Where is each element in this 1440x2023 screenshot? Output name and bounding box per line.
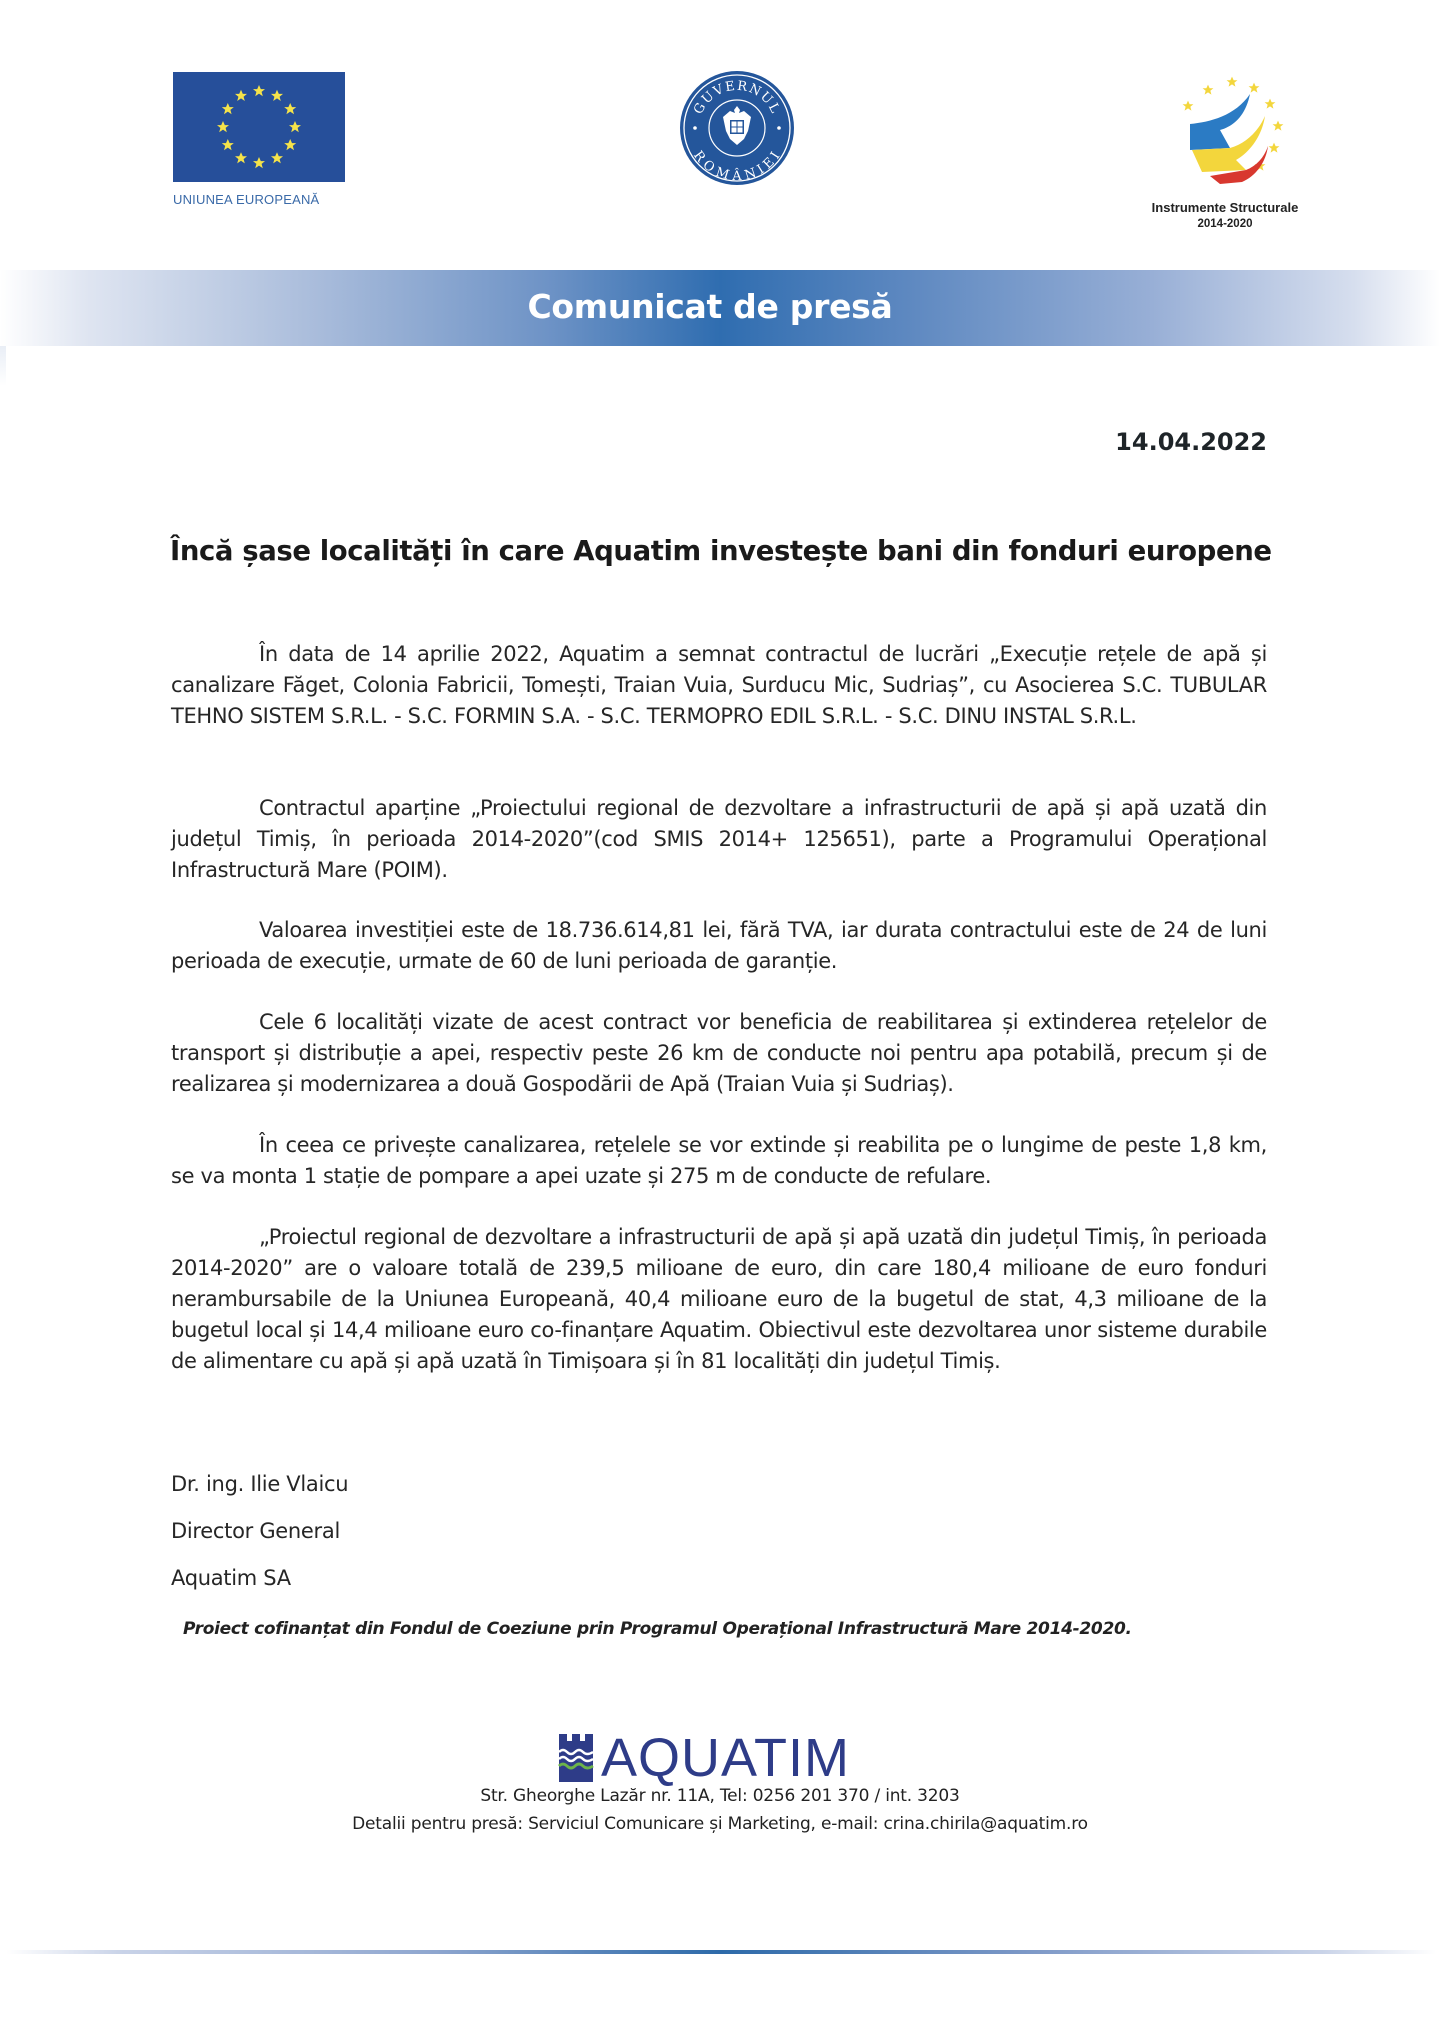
aquatim-wordmark: AQUATIM (601, 1728, 850, 1788)
page-title: Încă șase localități în care Aquatim investește bani din fonduri europene (170, 535, 1272, 567)
aquatim-tower-waves-icon (557, 1734, 595, 1782)
instrumente-structurale-label (1110, 199, 1340, 233)
banner-title: Comunicat de presă (527, 287, 893, 326)
aquatim-logo (557, 1728, 850, 1788)
eu-flag-icon (173, 72, 345, 182)
paragraph-text: În ceea ce privește canalizarea, rețelele se vor extinde și reabilita pe o lungime de peste 1,8 km, se va monta 1 stație de pompare a apei uzate și 275 m de conducte de refulare. (171, 1133, 1267, 1188)
press-release-date: 14.04.2022 (1115, 428, 1267, 456)
is-label-line2: 2014-2020 (1197, 218, 1253, 230)
signature-role: Director General (171, 1519, 340, 1543)
footer-address: Str. Gheorghe Lazăr nr. 11A, Tel: 0256 201 370 / int. 3203 (480, 1786, 960, 1806)
paragraph-text: În data de 14 aprilie 2022, Aquatim a semnat contractul de lucrări „Execuție rețele de apă și canalizare Făget, Colonia Fabricii, Tomești, Traian Vuia, Surducu Mic, Sudriaș”, cu Asocierea S.C. TUBULAR TEHNO SISTEM S.R.L. - S.C. FORMIN S.A. - S.C. TERMOPRO EDIL S.R.L. - S.C. DINU INSTAL S.R.L. (171, 642, 1267, 728)
eu-label: UNIUNEA EUROPEANĂ (173, 192, 320, 207)
bottom-divider (6, 1950, 1436, 1954)
signature-company: Aquatim SA (171, 1566, 291, 1590)
is-label-line1: Instrumente Structurale (1151, 200, 1299, 215)
footer-press-contact: Detalii pentru presă: Serviciul Comunicare și Marketing, e-mail: crina.chirila@aquatim.ro (352, 1814, 1088, 1834)
cofinancing-note: Proiect cofinanțat din Fondul de Coeziune prin Programul Operațional Infrastructură Mare 2014-2020. (183, 1619, 1132, 1639)
body-paragraph-3 (171, 915, 1267, 977)
body-paragraph-5 (171, 1130, 1267, 1192)
guvernul-romaniei-seal-icon (679, 70, 795, 186)
body-paragraph-2 (171, 793, 1267, 886)
signature-name: Dr. ing. Ilie Vlaicu (171, 1472, 349, 1496)
body-paragraph-4 (171, 1007, 1267, 1100)
svg-text:ROMÂNIEI: ROMÂNIEI (690, 148, 785, 185)
paragraph-text: Valoarea investiției este de 18.736.614,81 lei, fără TVA, iar durata contractului este de 24 de luni perioada de execuție, urmate de 60 de luni perioada de garanție. (171, 918, 1267, 973)
banner-edge-decoration (0, 346, 6, 386)
body-paragraph-6 (171, 1222, 1267, 1377)
instrumente-structurale-icon (1150, 66, 1300, 196)
paragraph-text: „Proiectul regional de dezvoltare a infrastructurii de apă și apă uzată din județul Timiș, în perioada 2014-2020” are o valoare totală de 239,5 milioane de euro, din care 180,4 milioane de euro fonduri nerambursabile de la Uniunea Europeană, 40,4 milioane euro de la bugetul de stat, 4,3 milioane de la bugetul local și 14,4 milioane euro co-finanțare Aquatim. Obiectivul este dezvoltarea unor sisteme durabile de alimentare cu apă și apă uzată în Timișoara și în 81 localități din județul Timiș. (171, 1225, 1267, 1373)
svg-text:GUVERNUL: GUVERNUL (691, 78, 783, 117)
paragraph-text: Contractul aparține „Proiectului regional de dezvoltare a infrastructurii de apă și apă uzată din județul Timiș, în perioada 2014-2020”(cod SMIS 2014+ 125651), parte a Programului Operațional Infrastructură Mare (POIM). (171, 796, 1267, 882)
paragraph-text: Cele 6 localități vizate de acest contract vor beneficia de reabilitarea și extinderea rețelelor de transport și distribuție a apei, respectiv peste 26 km de conducte noi pentru apa potabilă, precum și de realizarea și modernizarea a două Gospodării de Apă (Traian Vuia și Sudriaș). (171, 1010, 1267, 1096)
body-paragraph-1 (171, 639, 1267, 732)
